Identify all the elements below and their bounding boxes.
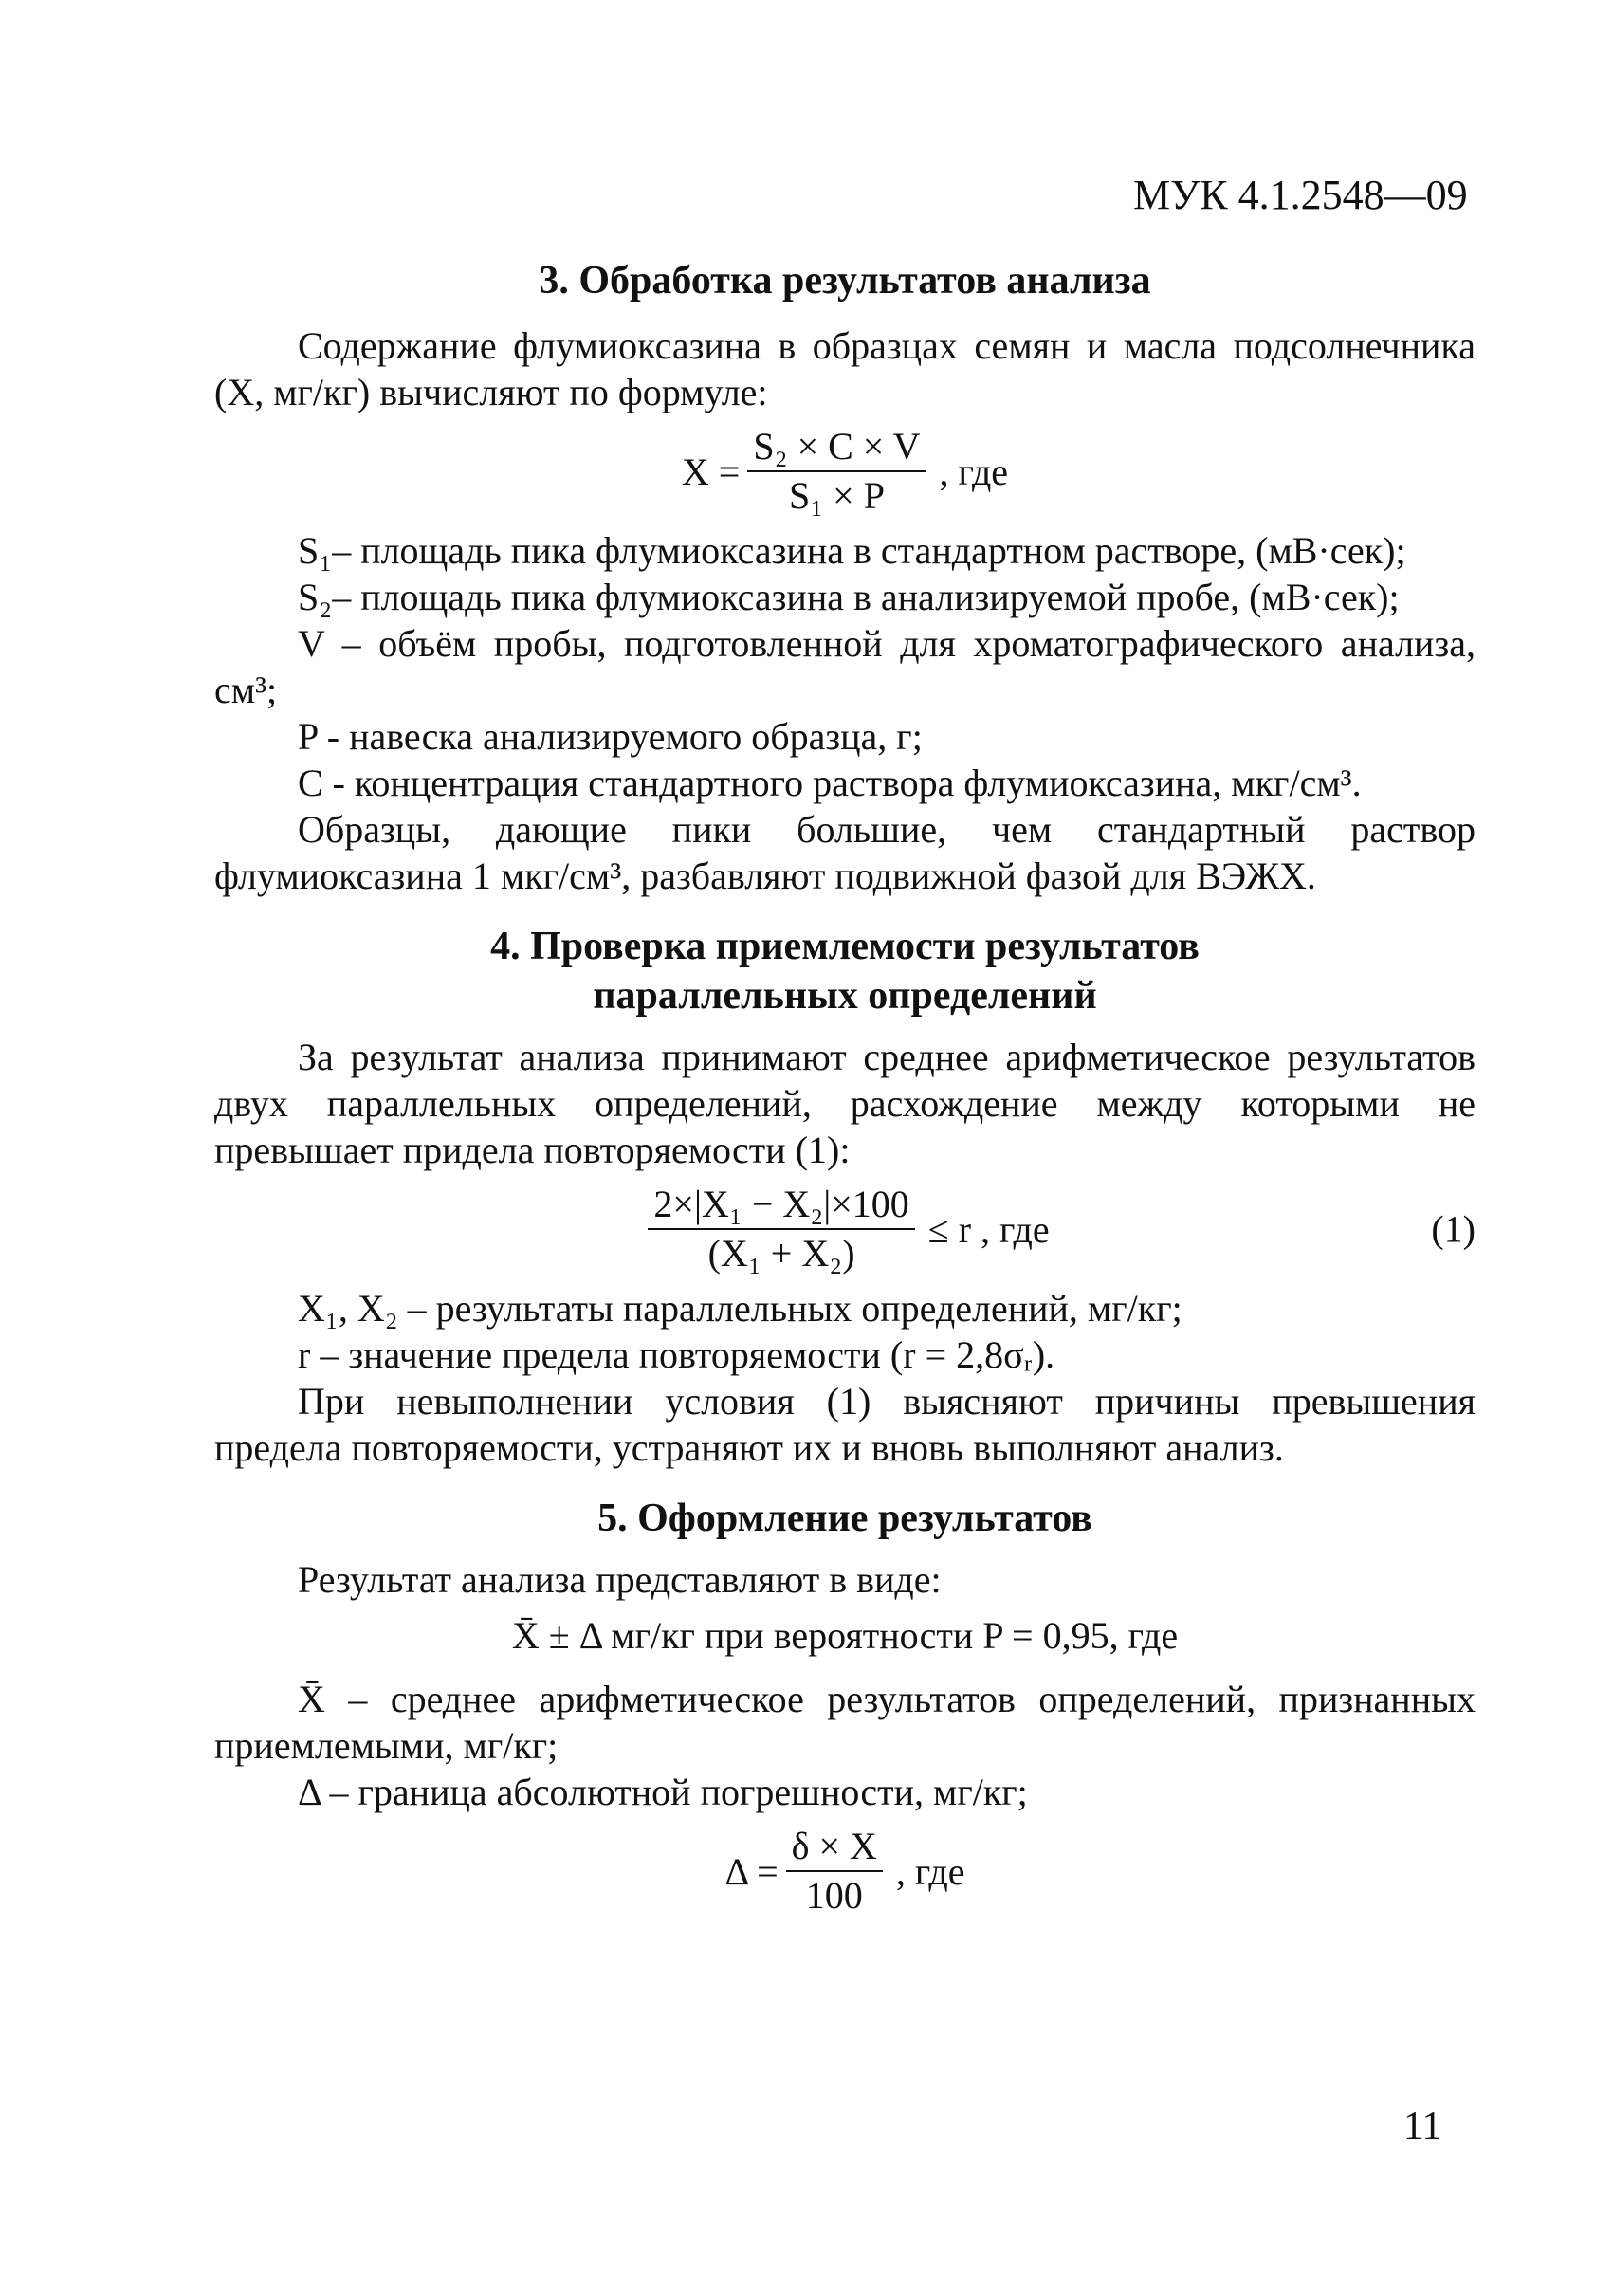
formula-delta-denominator: 100 [805, 1874, 863, 1917]
definition-delta: Δ – граница абсолютной погрешности, мг/кг; [298, 1771, 1028, 1813]
section4-intro: За результат анализа принимают среднее арифметическое результатов двух параллельных определений, расхождение между которыми не превышает придела повторяемости (1): [214, 1036, 1476, 1171]
definition-s1: S₁– площадь пика флумиоксазина в стандартном растворе, (мВ·сек); [298, 529, 1406, 572]
result-form: X̄ ± Δ мг/кг при вероятности P = 0,95, где [511, 1614, 1179, 1657]
section4-title-line1: 4. Проверка приемлемости результатов [490, 925, 1200, 968]
section4-title-line2: параллельных определений [593, 974, 1097, 1018]
formula-x-tail: , где [939, 450, 1009, 493]
formula-delta-tail: , где [895, 1849, 965, 1893]
definition-x-mean: X̄ – среднее арифметическое результатов определений, признанных приемлемыми, мг/кг; [214, 1678, 1476, 1767]
section5-title: 5. Оформление результатов [597, 1497, 1092, 1540]
formula-repeatability-fraction [648, 1183, 914, 1276]
section4-note: При невыполнении условия (1) выясняют причины превышения предела повторяемости, устраняют их и вновь выполняют анализ. [214, 1380, 1476, 1469]
equation-number: (1) [1431, 1207, 1476, 1251]
formula-repeatability-numerator: 2×|X₁ − X₂|×100 [648, 1183, 914, 1230]
formula-x-lhs: X = [681, 450, 741, 493]
page-number: 11 [1403, 2104, 1442, 2148]
section5-intro: Результат анализа представляют в виде: [298, 1558, 942, 1601]
definition-p: P - навеска анализируемого образца, г; [298, 715, 923, 758]
page-content [214, 256, 1476, 1927]
formula-delta-lhs: Δ = [724, 1849, 779, 1893]
formula-delta-numerator: δ × X [786, 1825, 883, 1872]
section3-intro: Содержание флумиоксазина в образцах семян и масла подсолнечника (X, мг/кг) вычисляют по формуле: [214, 324, 1476, 413]
formula-x-numerator: S₂ × C × V [747, 425, 926, 472]
document-code: МУК 4.1.2548—09 [1133, 172, 1468, 218]
formula-repeatability [214, 1183, 1476, 1276]
definition-c: C - концентрация стандартного раствора флумиоксазина, мкг/см³. [298, 762, 1362, 804]
section3-note: Образцы, дающие пики большие, чем стандартный раствор флумиоксазина 1 мкг/см³, разбавляют подвижной фазой для ВЭЖХ. [214, 808, 1476, 897]
definition-v: V – объём пробы, подготовленной для хроматографического анализа, см³; [214, 622, 1476, 711]
formula-x [214, 425, 1476, 518]
formula-x-denominator: S₁ × P [788, 474, 885, 517]
section4-title [214, 922, 1476, 1020]
formula-x-fraction [747, 425, 926, 518]
definition-x1-x2: X₁, X₂ – результаты параллельных определений, мг/кг; [298, 1287, 1182, 1330]
definition-s2: S₂– площадь пика флумиоксазина в анализируемой пробе, (мВ·сек); [298, 576, 1400, 618]
definition-r: r – значение предела повторяемости (r = 2,8σᵣ). [298, 1333, 1055, 1376]
formula-delta [214, 1825, 1476, 1918]
formula-repeatability-denominator: (X₁ + X₂) [707, 1232, 855, 1275]
formula-repeatability-tail: ≤ r , где [927, 1207, 1050, 1251]
section3-title: 3. Обработка результатов анализа [539, 259, 1151, 303]
formula-delta-fraction [786, 1825, 883, 1918]
